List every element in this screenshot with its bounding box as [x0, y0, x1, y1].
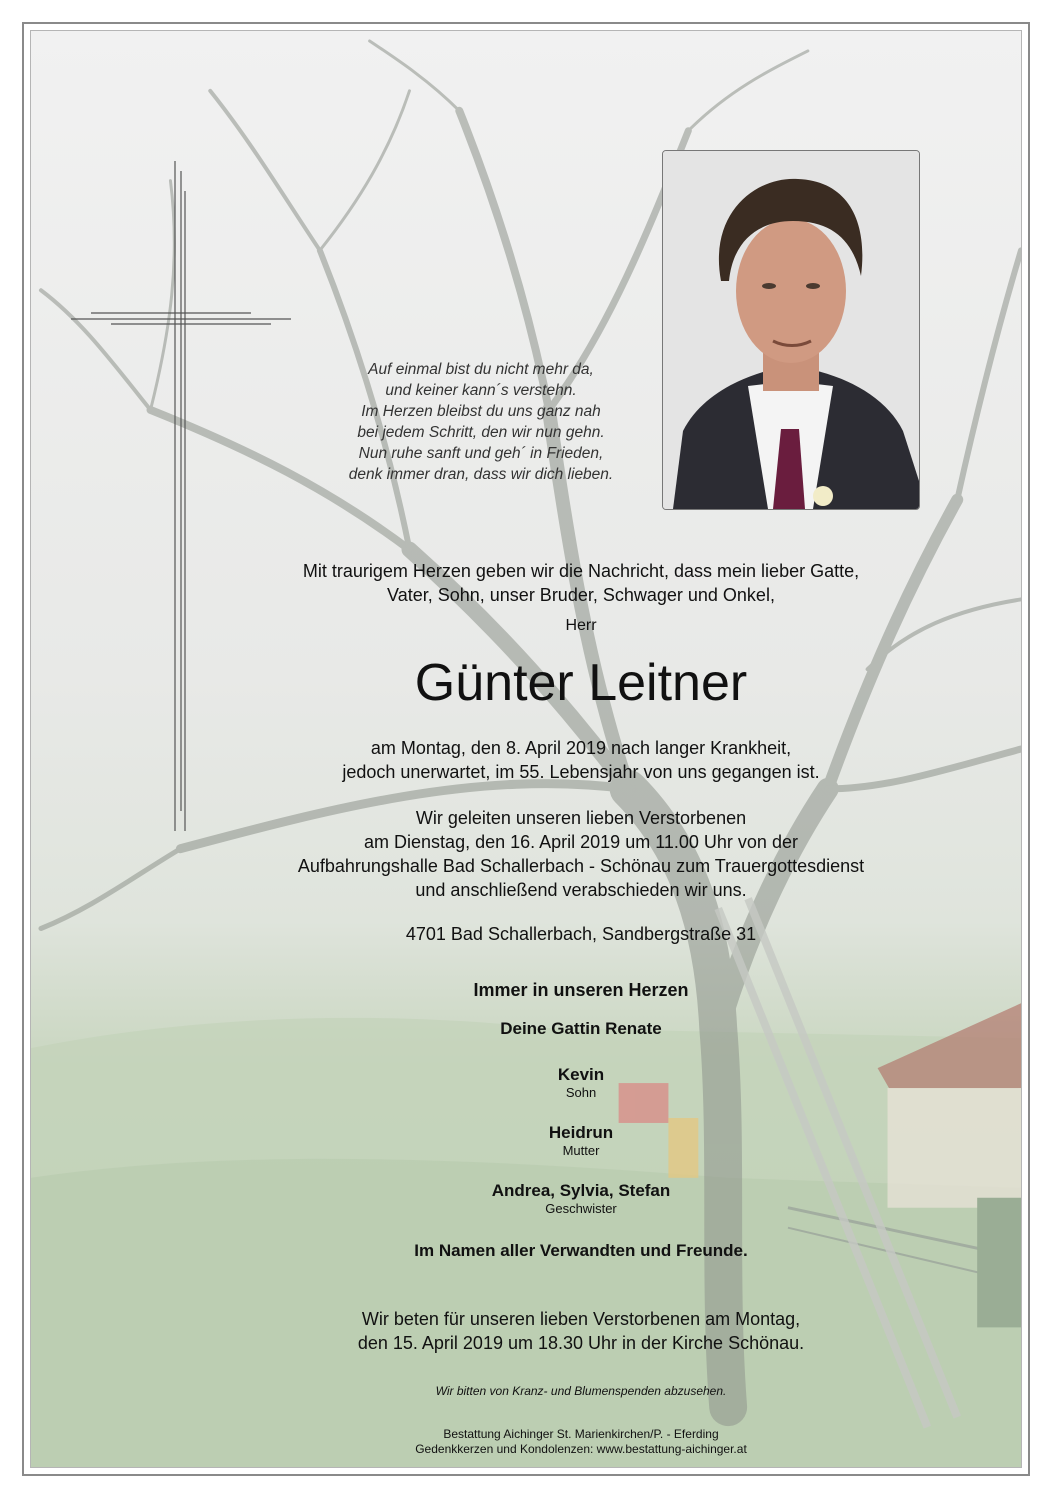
salutation: Herr: [565, 617, 597, 634]
funeral-line: und anschließend verabschieden wir uns.: [415, 880, 747, 900]
family-member-name: Heidrun: [548, 1123, 614, 1142]
footer: [181, 1427, 981, 1457]
cross-icon: [71, 161, 291, 836]
prayer-notice: [181, 1307, 981, 1355]
poem-line: denk immer dran, dass wir dich lieben.: [348, 466, 614, 483]
footer-line: Gedenkkerzen und Kondolenzen: www.bestattung-aichinger.at: [415, 1442, 747, 1456]
intro-line: Vater, Sohn, unser Bruder, Schwager und Onkel,: [387, 585, 775, 605]
mourners-motto: Immer in unseren Herzen: [473, 980, 689, 1000]
page-frame: [22, 22, 1030, 1476]
prayer-line: den 15. April 2019 um 18.30 Uhr in der Kirche Schönau.: [357, 1333, 805, 1353]
family-member: [181, 1181, 981, 1216]
family-member-name: Andrea, Sylvia, Stefan: [491, 1181, 671, 1200]
closing-line: Im Namen aller Verwandten und Freunde.: [414, 1241, 748, 1260]
death-line: jedoch unerwartet, im 55. Lebensjahr von uns gegangen ist.: [342, 762, 820, 782]
funeral-line: am Dienstag, den 16. April 2019 um 11.00 Uhr von der: [364, 832, 798, 852]
family-member-name: Kevin: [557, 1065, 605, 1084]
address: 4701 Bad Schallerbach, Sandbergstraße 31: [405, 924, 757, 944]
funeral-line: Wir geleiten unseren lieben Verstorbenen: [415, 808, 747, 828]
family-member-relation: Sohn: [565, 1085, 597, 1100]
family-member: [181, 1123, 981, 1158]
death-line: am Montag, den 8. April 2019 nach langer Krankheit,: [370, 738, 792, 758]
poem-line: Nun ruhe sanft und geh´ in Frieden,: [358, 445, 604, 462]
family-member: [181, 1065, 981, 1100]
family-member-relation: Geschwister: [545, 1201, 617, 1216]
notice-panel: [30, 30, 1022, 1468]
portrait-photo: [662, 150, 920, 510]
announcement-intro: [181, 559, 981, 607]
funeral-details: [181, 806, 981, 902]
poem-line: und keiner kann´s verstehn.: [385, 382, 577, 399]
funeral-line: Aufbahrungshalle Bad Schallerbach - Schönau zum Trauergottesdienst: [297, 856, 865, 876]
death-notice: [181, 736, 981, 784]
spouse-name: Deine Gattin Renate: [500, 1019, 662, 1038]
spouse: [181, 1019, 981, 1039]
footer-line: Bestattung Aichinger St. Marienkirchen/P. - Eferding: [443, 1427, 719, 1441]
poem-line: Auf einmal bist du nicht mehr da,: [368, 361, 594, 378]
prayer-line: Wir beten für unseren lieben Verstorbenen am Montag,: [361, 1309, 801, 1329]
deceased-name: Günter Leitner: [414, 654, 748, 712]
intro-line: Mit traurigem Herzen geben wir die Nachricht, dass mein lieber Gatte,: [302, 561, 860, 581]
donation-request: Wir bitten von Kranz- und Blumenspenden abzusehen.: [435, 1384, 727, 1398]
memorial-poem: [271, 359, 691, 485]
poem-line: Im Herzen bleibst du uns ganz nah: [361, 403, 601, 420]
family-member-relation: Mutter: [562, 1143, 600, 1158]
poem-line: bei jedem Schritt, den wir nun gehn.: [357, 424, 605, 441]
